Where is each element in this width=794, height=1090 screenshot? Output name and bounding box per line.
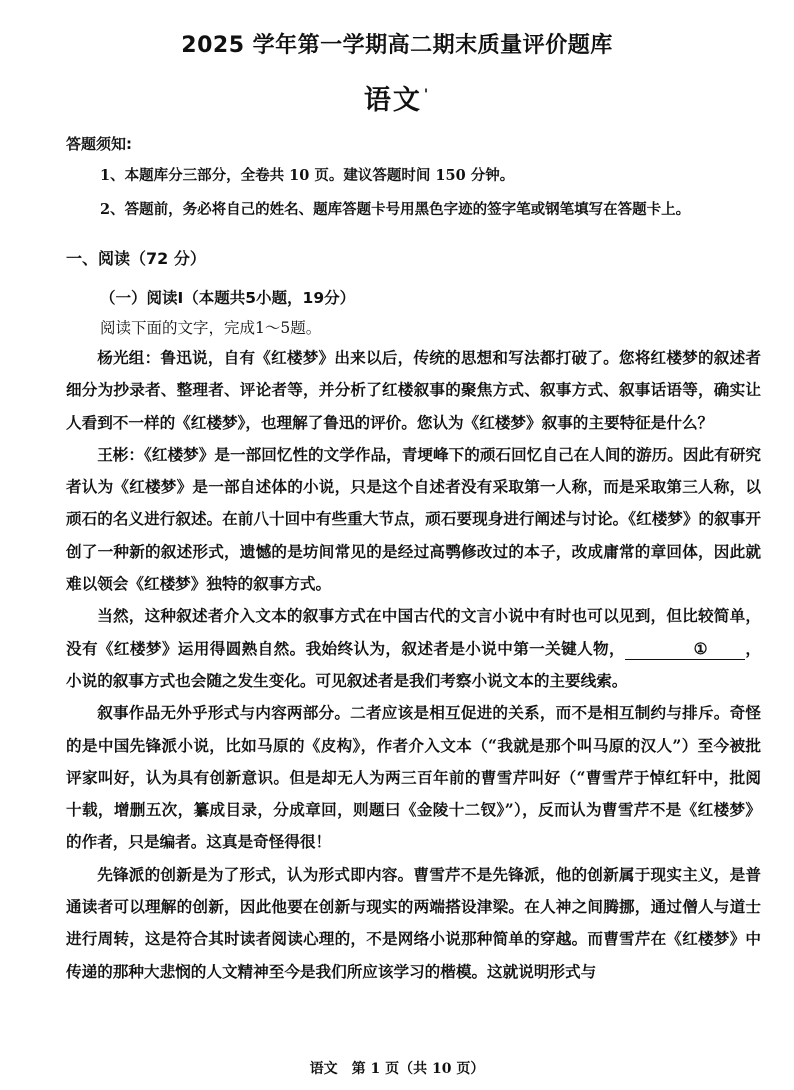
passage-paragraph-5: 先锋派的创新是为了形式，认为形式即内容。曹雪芹不是先锋派，他的创新属于现实主义，是普通读者可以理解的创新，因此他要在创新与现实的两端搭设津梁。在人神之间腾挪，通过僧人与道士进行周转，这是符合其时读者阅读心理的，不是网络小说那种简单的穿越。而曹雪芹在《红楼梦》中传递的那种大悲悯的人文精神至今是我们所应该学习的楷模。这就说明形式与 [66,864,761,981]
passage-paragraph-2: 王彬：《红楼梦》是一部回忆性的文学作品，青埂峰下的顽石回忆自己在人间的游历。因此有研究者认为《红楼梦》是一部自述体的小说，只是这个自述者没有采取第一人称，而是采取第三人称，以顽石的名义进行叙述。在前八十回中有些重大节点，顽石要现身进行阐述与讨论。《红楼梦》的叙事开创了一种新的叙述形式，遗憾的是坊间常见的是经过高鹗修改过的本子，改成庸常的章回体，因此就难以领会《红楼梦》独特的叙事方式。 [66,444,761,594]
reading-passage [66,342,761,988]
notes-item-2: 2、答题前，务必将自己的姓名、题库答题卡号用黑色字迹的签字笔或钢笔填写在答题卡上。 [100,201,691,218]
reading-heading: （一）阅读I（本题共5小题，19分） [100,289,356,307]
subject-label: 语文 [363,85,422,116]
fill-blank-1: ① [625,639,745,660]
section-heading: 一、阅读（72 分） [66,249,206,268]
exam-title: 2025 学年第一学期高二期末质量评价题库 [181,33,613,58]
subject-title [0,78,794,117]
subject-mark: ' [423,87,431,103]
passage-paragraph-1: 杨光组：鲁迅说，自有《红楼梦》出来以后，传统的思想和写法都打破了。您将红楼梦的叙述者细分为抄录者、整理者、评论者等，并分析了红楼叙事的聚焦方式、叙事方式、叙事话语等，确实让人看到不一样的《红楼梦》，也理解了鲁迅的评价。您认为《红楼梦》叙事的主要特征是什么？ [66,348,761,432]
paragraph-3-text-after: ，小说的叙事方式也会随之发生变化。可见叙述者是我们考察小说文本的主要线索。 [66,638,761,690]
passage-paragraph-3 [66,600,761,697]
paragraph-3-text-before: 当然，这种叙述者介入文本的叙事方式在中国古代的文言小说中有时也可以见到，但比较简单，没有《红楼梦》运用得圆熟自然。我始终认为，叙述者是小说中第一关键人物， [66,606,761,658]
notes-item-1: 1、本题库分三部分，全卷共 10 页。建议答题时间 150 分钟。 [100,167,515,184]
reading-prompt: 阅读下面的文字，完成1～5题。 [100,319,322,337]
passage-paragraph-4: 叙事作品无外乎形式与内容两部分。二者应该是相互促进的关系，而不是相互制约与排斥。奇怪的是中国先锋派小说，比如马原的《皮构》，作者介入文本（“我就是那个叫马原的汉人”）至今被批评家叫好，认为具有创新意识。但是却无人为两三百年前的曹雪芹叫好（“曹雪芹于悼红轩中，批阅十载，增删五次，纂成目录，分成章回，则题曰《金陵十二钗》”），反而认为曹雪芹不是《红楼梦》的作者，只是编者。这真是奇怪得很！ [66,703,761,852]
notes-heading: 答题须知: [66,135,132,153]
page-footer: 语文 第 1 页（共 10 页） [309,1061,485,1077]
